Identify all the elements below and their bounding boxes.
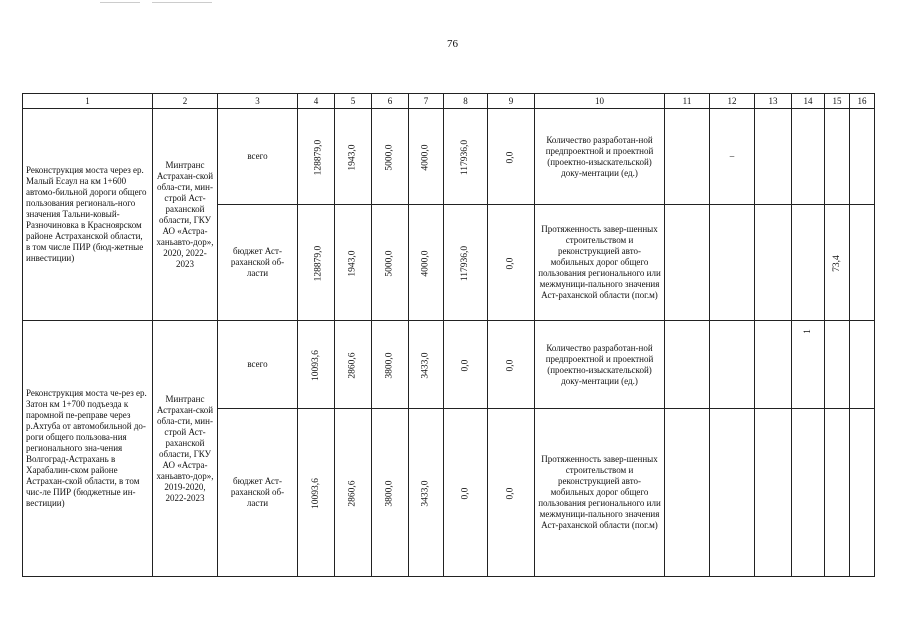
- indicator-value: [792, 205, 825, 321]
- year-value: 0,0: [505, 359, 516, 371]
- indicator-value: [850, 409, 875, 577]
- dash-mark: –: [729, 151, 735, 161]
- year-value: 117936,0: [460, 245, 470, 281]
- value-cell: [444, 409, 488, 577]
- column-number: 7: [409, 94, 444, 109]
- total-value: 128879,0: [313, 245, 324, 281]
- indicator-value: [755, 321, 792, 409]
- value-cell: [335, 109, 372, 205]
- indicator-name: Протяженность завер-шенных строительством и реконструкцией авто-мобильных дорог общего пользования регионального или межмуници-пального значения Аст-раханской области (пог.м): [535, 205, 665, 321]
- column-number: 3: [218, 94, 298, 109]
- funding-source: бюджет Аст-раханской об-ласти: [218, 205, 298, 321]
- column-number: 16: [850, 94, 875, 109]
- project-name: Реконструкция моста через ер. Малый Есаул на км 1+600 автомо-бильной дороги общего пользования региональ-ного значения Тальни-ковый-Разночиновка в Красноярском районе Астраханской области, в том числе ПИР (бюд-жетные инвестиции): [23, 109, 153, 321]
- column-number: 6: [372, 94, 409, 109]
- program-table: [22, 93, 875, 577]
- funding-source: бюджет Аст-раханской об-ласти: [218, 409, 298, 577]
- indicator-value: [825, 409, 850, 577]
- indicator-name: Количество разработан-ной предпроектной и проектной (проектно-изыскательской) доку-ментации (ед.): [535, 321, 665, 409]
- scan-artifact-line: [152, 2, 212, 3]
- indicator-value: [792, 409, 825, 577]
- year-value: 3433,0: [420, 479, 431, 507]
- year-value: 0,0: [460, 359, 470, 371]
- page-number: 76: [447, 38, 458, 50]
- year-value: 4000,0: [420, 143, 431, 171]
- indicator-value: [825, 321, 850, 409]
- indicator-value: [850, 205, 875, 321]
- value-cell: [298, 109, 335, 205]
- table-row: [23, 321, 875, 409]
- column-number: 5: [335, 94, 372, 109]
- indicator-value: [755, 205, 792, 321]
- value-cell: [409, 409, 444, 577]
- year-value: 4000,0: [420, 249, 431, 277]
- value-cell: [372, 409, 409, 577]
- year-value: 0,0: [460, 487, 470, 499]
- indicator-value: [755, 409, 792, 577]
- year-value: 1943,0: [347, 249, 358, 277]
- indicator-value: [710, 321, 755, 409]
- project-executor: Минтранс Астрахан-ской обла-сти, мин-строй Аст-раханской области, ГКУ АО «Астра-ханьавто-дор», 2019-2020, 2022-2023: [153, 321, 218, 577]
- funding-source: всего: [218, 109, 298, 205]
- value-cell: [335, 409, 372, 577]
- indicator-value: [710, 109, 755, 205]
- value-cell: [372, 321, 409, 409]
- indicator-name: Протяженность завер-шенных строительством и реконструкцией авто-мобильных дорог общего пользования регионального или межмуници-пального значения Аст-раханской области (пог.м): [535, 409, 665, 577]
- value-cell: [372, 109, 409, 205]
- value-cell: [409, 205, 444, 321]
- table-row: [23, 109, 875, 205]
- indicator-value: [665, 321, 710, 409]
- value-cell: [444, 109, 488, 205]
- indicator-value: [665, 409, 710, 577]
- value-cell: [488, 205, 535, 321]
- count-value: 1: [802, 329, 813, 334]
- value-cell: [409, 109, 444, 205]
- value-cell: [372, 205, 409, 321]
- total-value: 10093,6: [310, 349, 321, 381]
- indicator-value: [825, 205, 850, 321]
- funding-source: всего: [218, 321, 298, 409]
- value-cell: [335, 321, 372, 409]
- scan-artifact-line: [100, 2, 140, 3]
- total-value: 128879,0: [313, 139, 324, 175]
- length-value: 73,4: [831, 254, 842, 272]
- year-value: 0,0: [505, 487, 516, 499]
- column-number: 13: [755, 94, 792, 109]
- value-cell: [444, 321, 488, 409]
- column-number: 2: [153, 94, 218, 109]
- project-name: Реконструкция моста че-рез ер. Затон км 1+700 подъезда к паромной пе-реправе через р.Ахтуба от автомобильной до-роги общего пользова-ния регионального зна-чения Волгоград-Астрахань в Харабалин-ском районе Астрахан-ской области, в том чис-ле ПИР (бюджетные ин-вестиции): [23, 321, 153, 577]
- value-cell: [488, 321, 535, 409]
- column-number: 4: [298, 94, 335, 109]
- indicator-value: [792, 321, 825, 409]
- column-number: 9: [488, 94, 535, 109]
- indicator-value: [710, 409, 755, 577]
- indicator-value: [665, 109, 710, 205]
- total-value: 10093,6: [310, 477, 321, 509]
- value-cell: [298, 409, 335, 577]
- year-value: 2860,6: [347, 479, 358, 507]
- year-value: 1943,0: [347, 143, 358, 171]
- indicator-value: [850, 109, 875, 205]
- year-value: 5000,0: [384, 249, 395, 277]
- indicator-name: Количество разработан-ной предпроектной и проектной (проектно-изыскательской) доку-ментации (ед.): [535, 109, 665, 205]
- indicator-value: [710, 205, 755, 321]
- indicator-value: [755, 109, 792, 205]
- value-cell: [298, 321, 335, 409]
- year-value: 3433,0: [420, 351, 431, 379]
- value-cell: [298, 205, 335, 321]
- year-value: 3800,0: [384, 351, 395, 379]
- value-cell: [335, 205, 372, 321]
- project-executor: Минтранс Астрахан-ской обла-сти, мин-строй Аст-раханской области, ГКУ АО «Астра-ханьавто-дор», 2020, 2022-2023: [153, 109, 218, 321]
- value-cell: [488, 409, 535, 577]
- value-cell: [444, 205, 488, 321]
- indicator-value: [665, 205, 710, 321]
- indicator-value: [792, 109, 825, 205]
- year-value: 3800,0: [384, 479, 395, 507]
- column-number: 10: [535, 94, 665, 109]
- column-number: 15: [825, 94, 850, 109]
- year-value: 0,0: [505, 257, 516, 269]
- column-number: 11: [665, 94, 710, 109]
- value-cell: [488, 109, 535, 205]
- column-number: 1: [23, 94, 153, 109]
- year-value: 0,0: [505, 151, 516, 163]
- year-value: 117936,0: [460, 139, 470, 175]
- indicator-value: [850, 321, 875, 409]
- column-number: 14: [792, 94, 825, 109]
- column-number: 12: [710, 94, 755, 109]
- value-cell: [409, 321, 444, 409]
- indicator-value: [825, 109, 850, 205]
- column-number: 8: [444, 94, 488, 109]
- year-value: 5000,0: [384, 143, 395, 171]
- column-number-row: [23, 94, 875, 109]
- year-value: 2860,6: [347, 351, 358, 379]
